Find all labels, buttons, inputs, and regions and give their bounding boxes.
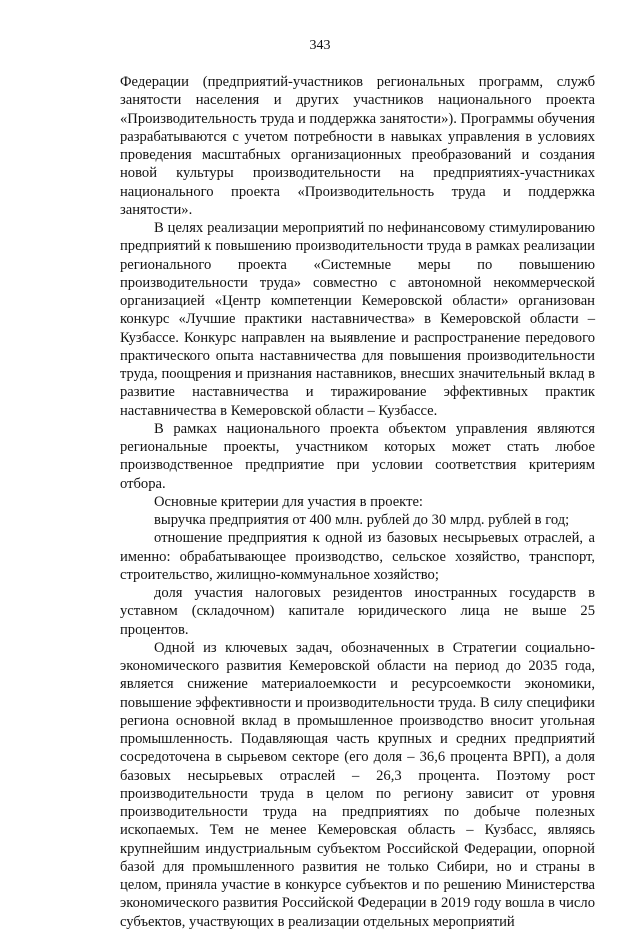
paragraph-mentoring-contest: В целях реализации мероприятий по нефинансовому стимулированию предприятий к повышению производительности труда в рамках реализации регионального проекта «Системные меры по повышению производительности труда» совместно с автономной некоммерческой организацией «Центр компетенции Кемеровской области» организован конкурс «Лучшие практики наставничества» в Кемеровской области – Кузбассе. Конкурс направлен на выявление и распространение передового практического опыта наставничества для повышения производительности труда, поощрения и признания наставников, внесших значительный вклад в развитие наставничества и тиражирование эффективных практик наставничества в Кемеровской области – Кузбассе. <box>120 220 595 419</box>
document-body <box>120 73 595 931</box>
paragraph-continuation: Федерации (предприятий-участников региональных программ, служб занятости населения и других участников национального проекта «Производительность труда и поддержка занятости»). Программы обучения разрабатываются с учетом потребности в навыках управления в условиях проведения масштабных организационных преобразований и создания новой культуры производительности на предприятиях-участниках национального проекта «Производительность труда и поддержка занятости». <box>120 74 595 218</box>
criteria-item-foreign-share: доля участия налоговых резидентов иностранных государств в уставном (складочном) капитале юридического лица не выше 25 процентов. <box>120 585 595 638</box>
paragraph-criteria-heading: Основные критерии для участия в проекте: <box>154 493 423 510</box>
page-number: 343 <box>309 38 331 53</box>
paragraph-strategy: Одной из ключевых задач, обозначенных в Стратегии социально-экономического развития Кемеровской области на период до 2035 года, является снижение материалоемкости и ресурсоемкости экономики, повышение эффективности и производительности труда. В силу специфики региона основной вклад в промышленное производство вносит угольная промышленность. Подавляющая часть крупных и средних предприятий сосредоточена в сырьевом секторе (его доля – 36,6 процента ВРП), а доля базовых несырьевых отраслей – 26,3 процента. Поэтому рост производительности труда в целом по региону зависит от уровня производительности труда на предприятиях по добыче полезных ископаемых. Тем не менее Кемеровская область – Кузбасс, являясь крупнейшим индустриальным субъектом Российской Федерации, опорной базой для промышленного развития не только Сибири, но и страны в целом, приняла участие в конкурсе субъектов и по решению Министерства экономического развития Российской Федерации в 2019 году вошла в число субъектов, участвующих в реализации отдельных мероприятий <box>120 639 595 930</box>
criteria-item-revenue: выручка предприятия от 400 млн. рублей до 30 млрд. рублей в год; <box>154 512 570 528</box>
criteria-item-industry: отношение предприятия к одной из базовых несырьевых отраслей, а именно: обрабатывающее производство, сельское хозяйство, транспорт, строительство, жилищно-коммунальное хозяйство; <box>120 530 595 583</box>
paragraph-national-project: В рамках национального проекта объектом управления являются региональные проекты, участником которых может стать любое производственное предприятие при условии соответствия критериям отбора. <box>120 420 595 492</box>
